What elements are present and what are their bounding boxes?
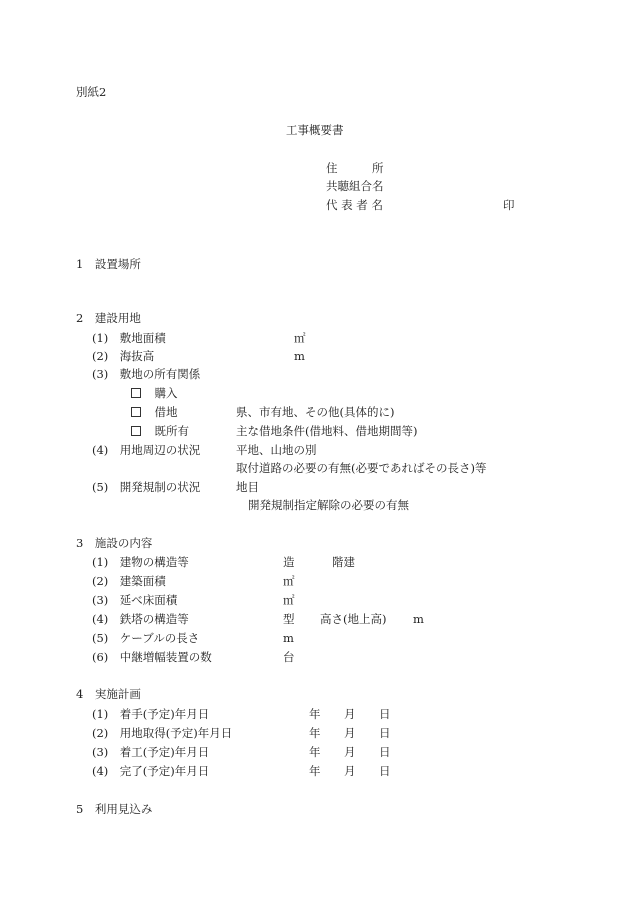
cable-length-label: (5) ケーブルの長さ [92, 631, 200, 645]
owned-checkbox[interactable] [131, 426, 141, 436]
tower-height-unit: m [413, 612, 424, 626]
altitude-label: (2) 海抜高 [92, 349, 155, 363]
lease-text: 借地 [154, 405, 178, 419]
ownership-label: (3) 敷地の所有関係 [92, 367, 201, 381]
owned-option [131, 426, 189, 438]
tower-type-unit: 型 [283, 612, 295, 626]
building-area-unit: ㎡ [283, 574, 295, 588]
completion-date-year: 年 [309, 764, 321, 778]
site-area-label: (1) 敷地面積 [92, 331, 166, 345]
tower-height-label: 高さ(地上高) [320, 612, 387, 626]
surroundings-label: (4) 用地周辺の状況 [92, 443, 201, 457]
land-acquisition-date-month: 月 [344, 726, 356, 740]
attachment-label: 別紙2 [76, 85, 107, 99]
building-area-label: (2) 建築面積 [92, 574, 166, 588]
lease-option [131, 407, 178, 419]
construction-start-date-month: 月 [344, 745, 356, 759]
land-acquisition-date-label: (2) 用地取得(予定)年月日 [92, 726, 233, 740]
cable-length-unit: m [283, 631, 294, 645]
address-label: 住 所 [326, 161, 384, 175]
completion-date-day: 日 [379, 764, 391, 778]
union-name-label: 共聴組合名 [326, 179, 384, 193]
representative-label: 代 表 者 名 [326, 198, 383, 212]
start-date-month: 月 [344, 707, 356, 721]
start-date-label: (1) 着手(予定)年月日 [92, 707, 210, 721]
floor-area-unit: ㎡ [283, 593, 295, 607]
building-structure-label: (1) 建物の構造等 [92, 555, 189, 569]
land-acquisition-date-day: 日 [379, 726, 391, 740]
start-date-day: 日 [379, 707, 391, 721]
purchase-option [131, 388, 178, 400]
construction-start-date-day: 日 [379, 745, 391, 759]
lease-note: 県、市有地、その他(具体的に) [236, 405, 395, 419]
altitude-unit: m [294, 349, 305, 363]
lease-checkbox[interactable] [131, 407, 141, 417]
section-3-title: 3 施設の内容 [76, 536, 153, 550]
completion-date-label: (4) 完了(予定)年月日 [92, 764, 210, 778]
floor-area-label: (3) 延べ床面積 [92, 593, 178, 607]
building-structure-unit: 造 [283, 555, 295, 569]
section-1-title: 1 設置場所 [76, 257, 141, 271]
regulation-note-1: 地目 [236, 480, 259, 494]
surroundings-note-1: 平地、山地の別 [236, 443, 317, 457]
construction-start-date-label: (3) 着工(予定)年月日 [92, 745, 210, 759]
regulation-label: (5) 開発規制の状況 [92, 480, 201, 494]
owned-note: 主な借地条件(借地料、借地期間等) [236, 424, 418, 438]
document-title: 工事概要書 [286, 123, 344, 137]
surroundings-note-2: 取付道路の必要の有無(必要であればその長さ)等 [236, 461, 487, 475]
seal-mark: 印 [503, 198, 515, 212]
section-4-title: 4 実施計画 [76, 687, 141, 701]
owned-text: 既所有 [154, 424, 189, 438]
purchase-text: 購入 [154, 386, 178, 400]
section-5-title: 5 利用見込み [76, 802, 153, 816]
section-2-title: 2 建設用地 [76, 311, 141, 325]
tower-structure-label: (4) 鉄塔の構造等 [92, 612, 189, 626]
regulation-note-2: 開発規制指定解除の必要の有無 [248, 498, 409, 512]
purchase-checkbox[interactable] [131, 388, 141, 398]
building-floors-unit: 階建 [332, 555, 355, 569]
start-date-year: 年 [309, 707, 321, 721]
land-acquisition-date-year: 年 [309, 726, 321, 740]
amplifier-count-unit: 台 [283, 650, 295, 664]
completion-date-month: 月 [344, 764, 356, 778]
amplifier-count-label: (6) 中継増幅装置の数 [92, 650, 212, 664]
construction-start-date-year: 年 [309, 745, 321, 759]
site-area-unit: ㎡ [294, 331, 306, 345]
